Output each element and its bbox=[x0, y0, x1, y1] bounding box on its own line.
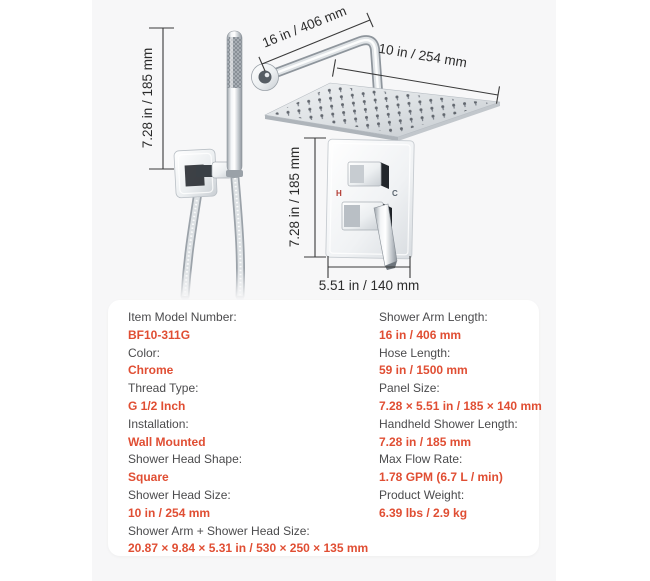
spec-label: Product Weight: bbox=[379, 487, 465, 502]
spec-column-left bbox=[128, 309, 379, 556]
arm-dimension-label: 16 in / 406 mm bbox=[260, 3, 349, 51]
spec-value: 20.87 × 9.84 × 5.31 in / 530 × 250 × 135 mm bbox=[128, 541, 369, 556]
handheld-dimension-label: 7.28 in / 185 mm bbox=[140, 47, 155, 149]
spec-value: BF10-311G bbox=[128, 327, 191, 342]
spec-column-right bbox=[379, 309, 542, 556]
spec-label: Panel Size: bbox=[379, 381, 440, 396]
panel-height-dimension-label: 7.28 in / 185 mm bbox=[287, 146, 302, 248]
spec-label: Shower Arm Length: bbox=[379, 310, 488, 324]
shower-arm bbox=[252, 3, 379, 91]
hot-indicator: H bbox=[336, 189, 342, 198]
spec-label: Installation: bbox=[128, 416, 189, 431]
spec-value: 1.78 GPM (6.7 L / min) bbox=[379, 470, 503, 485]
spec-label: Thread Type: bbox=[128, 381, 199, 396]
spec-value: G 1/2 Inch bbox=[128, 398, 186, 413]
spec-value: 10 in / 254 mm bbox=[128, 505, 211, 520]
product-image-area bbox=[92, 0, 556, 581]
arm-flange bbox=[252, 64, 279, 91]
spec-label: Shower Arm + Shower Head Size: bbox=[128, 523, 310, 538]
panel-width-dimension bbox=[328, 256, 410, 278]
spec-value: Square bbox=[128, 470, 169, 485]
photo-fade bbox=[170, 268, 255, 300]
head-dimension-label: 10 in / 254 mm bbox=[377, 40, 469, 71]
spec-value: 7.28 in / 185 mm bbox=[379, 434, 472, 449]
spec-label: Item Model Number: bbox=[128, 310, 237, 324]
spec-label: Shower Head Size: bbox=[128, 487, 231, 502]
valve-panel bbox=[287, 138, 419, 293]
spec-value: 59 in / 1500 mm bbox=[379, 363, 468, 378]
handheld-shower bbox=[140, 28, 255, 300]
shower-head bbox=[265, 41, 500, 141]
spec-value: 16 in / 406 mm bbox=[379, 327, 462, 342]
diverter-knob bbox=[348, 162, 389, 189]
spec-card bbox=[108, 300, 542, 556]
spec-label: Color: bbox=[128, 345, 161, 360]
spec-value: 7.28 × 5.51 in / 185 × 140 mm bbox=[379, 398, 542, 413]
cold-indicator: C bbox=[392, 189, 398, 198]
spec-value: Chrome bbox=[128, 363, 174, 378]
handheld-wand bbox=[226, 31, 243, 177]
spec-label: Max Flow Rate: bbox=[379, 452, 463, 467]
spec-value: 6.39 lbs / 2.9 kg bbox=[379, 505, 468, 520]
panel-height-dimension bbox=[304, 138, 326, 257]
spec-label: Handheld Shower Length: bbox=[379, 416, 518, 431]
spec-label: Hose Length: bbox=[379, 345, 451, 360]
product-figure bbox=[92, 0, 556, 300]
spec-label: Shower Head Shape: bbox=[128, 452, 243, 467]
spec-value: Wall Mounted bbox=[128, 434, 206, 449]
panel-width-dimension-label: 5.51 in / 140 mm bbox=[318, 278, 420, 293]
